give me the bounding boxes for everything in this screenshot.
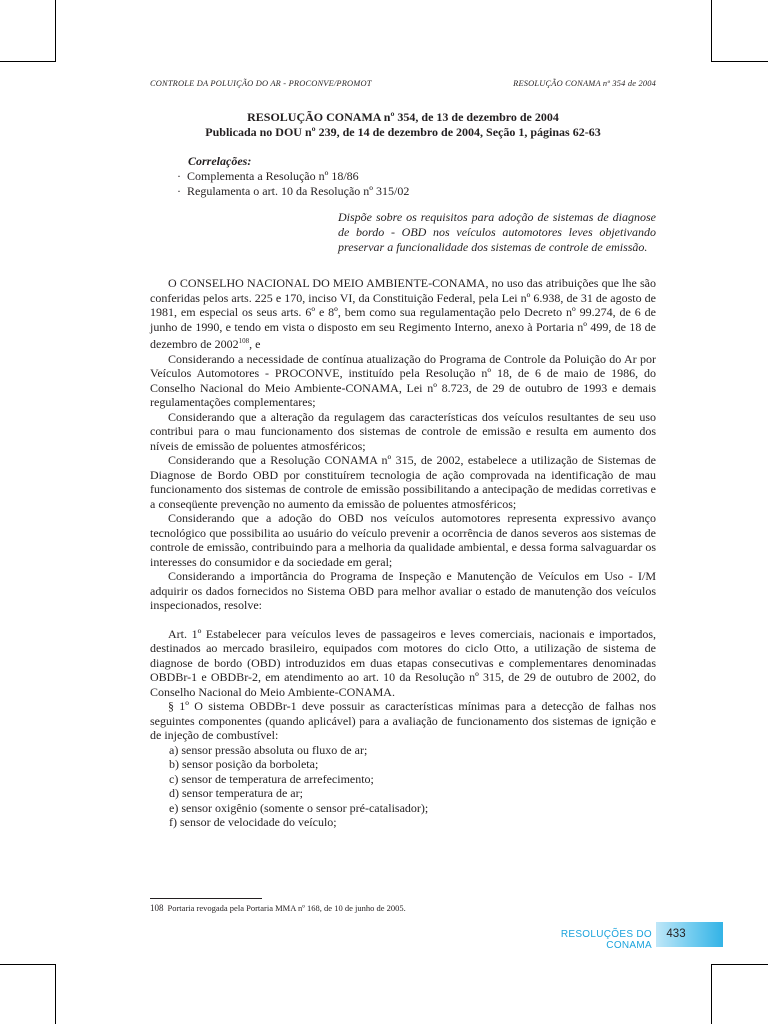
- paragraph-considerando-1: Considerando a necessidade de contínua atualização do Programa de Controle da Poluição do Ar por Veículos Automotores - PROCONVE, instituído pela Resolução nº 18, de 6 de maio de 1986, do Conselho Nacional do Meio Ambiente-CONAMA, Lei nº 8.723, de 29 de outubro de 1993 e demais regulamentações complementares;: [150, 351, 656, 409]
- running-header-right: RESOLUÇÃO CONAMA nº 354 de 2004: [513, 79, 656, 88]
- correlations-block: [177, 154, 412, 199]
- crop-mark-br-h: [711, 964, 768, 965]
- footnote-ref[interactable]: 108: [238, 337, 250, 345]
- paragraph-considerando-5: Considerando a importância do Programa de Inspeção e Manutenção de Veículos em Uso - I/M adquirir os dados fornecidos no Sistema OBD para melhor avaliar o estado de manutenção dos veículos inspecionados, resolve:: [150, 569, 656, 612]
- page-number: 433: [666, 928, 686, 940]
- list-item: f) sensor de velocidade do veículo;: [169, 815, 337, 829]
- document-title: RESOLUÇÃO CONAMA nº 354, de 13 de dezembro de 2004: [247, 110, 559, 124]
- correlation-text: Regulamenta o art. 10 da Resolução nº 315/02: [187, 184, 410, 198]
- paragraph-preamble: O CONSELHO NACIONAL DO MEIO AMBIENTE-CONAMA, no uso das atribuições que lhe são conferidas pelos arts. 225 e 170, inciso VI, da Constituição Federal, pela Lei nº 6.938, de 31 de agosto de 1981, em especial os seus arts. 6º e 8º, bem como sua regulamentação pelo Decreto nº 99.274, de 6 de junho de 1990, e tendo em vista o disposto em seu Regimento Interno, anexo à Portaria nº 499, de 18 de dezembro de 2002$^{108}$, e: [150, 276, 656, 351]
- ementa: Dispõe sobre os requisitos para adoção de sistemas de diagnose de bordo - OBD nos veículos automotores leves objetivando preservar a funcionalidade dos sistemas de controle de emissão.: [338, 210, 656, 254]
- list-item: a) sensor pressão absoluta ou fluxo de ar;: [169, 742, 368, 757]
- bullet-icon: ·: [177, 169, 181, 183]
- article-1: Art. 1º Estabelecer para veículos leves de passageiros e leves comerciais, nacionais e importados, destinados ao mercado brasileiro, equipados com motores do ciclo Otto, a utilização de sistema de diagnose de bordo (OBD) introduzidos em duas etapas consecutivas e complementares denominadas OBDBr-1 e OBDBr-2, em atendimento ao art. 10 da Resolução nº 315, de 29 de outubro de 2002, do Conselho Nacional do Meio Ambiente-CONAMA.: [150, 626, 656, 699]
- crop-mark-tr-h: [711, 61, 768, 62]
- paragraph-1: § 1º O sistema OBDBr-1 deve possuir as características mínimas para a detecção de falhas nos seguintes componentes (quando aplicável) para a avaliação de funcionamento dos sistemas de ignição e de injeção de combustível:: [150, 699, 656, 742]
- crop-mark-br-v: [711, 964, 712, 1024]
- crop-mark-tl-h: [0, 61, 56, 62]
- list-item: c) sensor de temperatura de arrefecimento;: [169, 771, 374, 786]
- list-item: b) sensor posição da borboleta;: [169, 757, 319, 771]
- footer-section-label: RESOLUÇÕES DO CONAMA: [560, 929, 652, 951]
- paragraph-considerando-4: Considerando que a adoção do OBD nos veículos automotores representa expressivo avanço tecnológico que possibilita ao usuário do veículo prevenir a ocorrência de danos severos aos sistemas de controle de emissão, contribuindo para a melhoria da qualidade ambiental, e dessa forma salvaguardar os interesses do consumidor e da sociedade em geral;: [150, 511, 656, 569]
- correlations-heading: Correlações:: [188, 154, 252, 168]
- footnote: [150, 903, 406, 913]
- list-item: d) sensor temperatura de ar;: [169, 786, 303, 800]
- running-header-left: CONTROLE DA POLUIÇÃO DO AR - PROCONVE/PROMOT: [150, 79, 372, 88]
- footnote-number: 108: [150, 903, 164, 913]
- correlation-item: [177, 169, 409, 184]
- bullet-icon: ·: [177, 184, 181, 198]
- paragraph-considerando-2: Considerando que a alteração da regulagem das características dos veículos resultantes de seu uso contribui para o mau funcionamento dos sistemas de controle de emissão e resulta em aumento dos níveis de emissão de poluentes atmosféricos;: [150, 409, 656, 453]
- list-item: e) sensor oxigênio (somente o sensor pré-catalisador);: [169, 800, 429, 815]
- paragraph-considerando-3: Considerando que a Resolução CONAMA nº 315, de 2002, estabelece a utilização de Sistemas de Diagnose de Bordo OBD por constituírem tecnologia de ação comprovada na identificação de mau funcionamento dos sistemas de controle de emissão possibilitando a antecipação de medidas corretivas e a conseqüente prevenção no aumento da emissão de poluentes atmosféricos;: [150, 453, 656, 511]
- body-text: [150, 276, 656, 830]
- correlation-text: Complementa a Resolução nº 18/86: [187, 169, 359, 183]
- crop-mark-tl-v: [55, 0, 56, 62]
- crop-mark-tr-v: [711, 0, 712, 62]
- crop-mark-bl-h: [0, 964, 56, 965]
- footnote-text: Portaria revogada pela Portaria MMA nº 168, de 10 de junho de 2005.: [167, 903, 406, 913]
- footnote-divider: [150, 898, 262, 899]
- crop-mark-bl-v: [55, 964, 56, 1024]
- publication-line: Publicada no DOU nº 239, de 14 de dezembro de 2004, Seção 1, páginas 62-63: [205, 125, 601, 139]
- correlation-item: [177, 184, 410, 199]
